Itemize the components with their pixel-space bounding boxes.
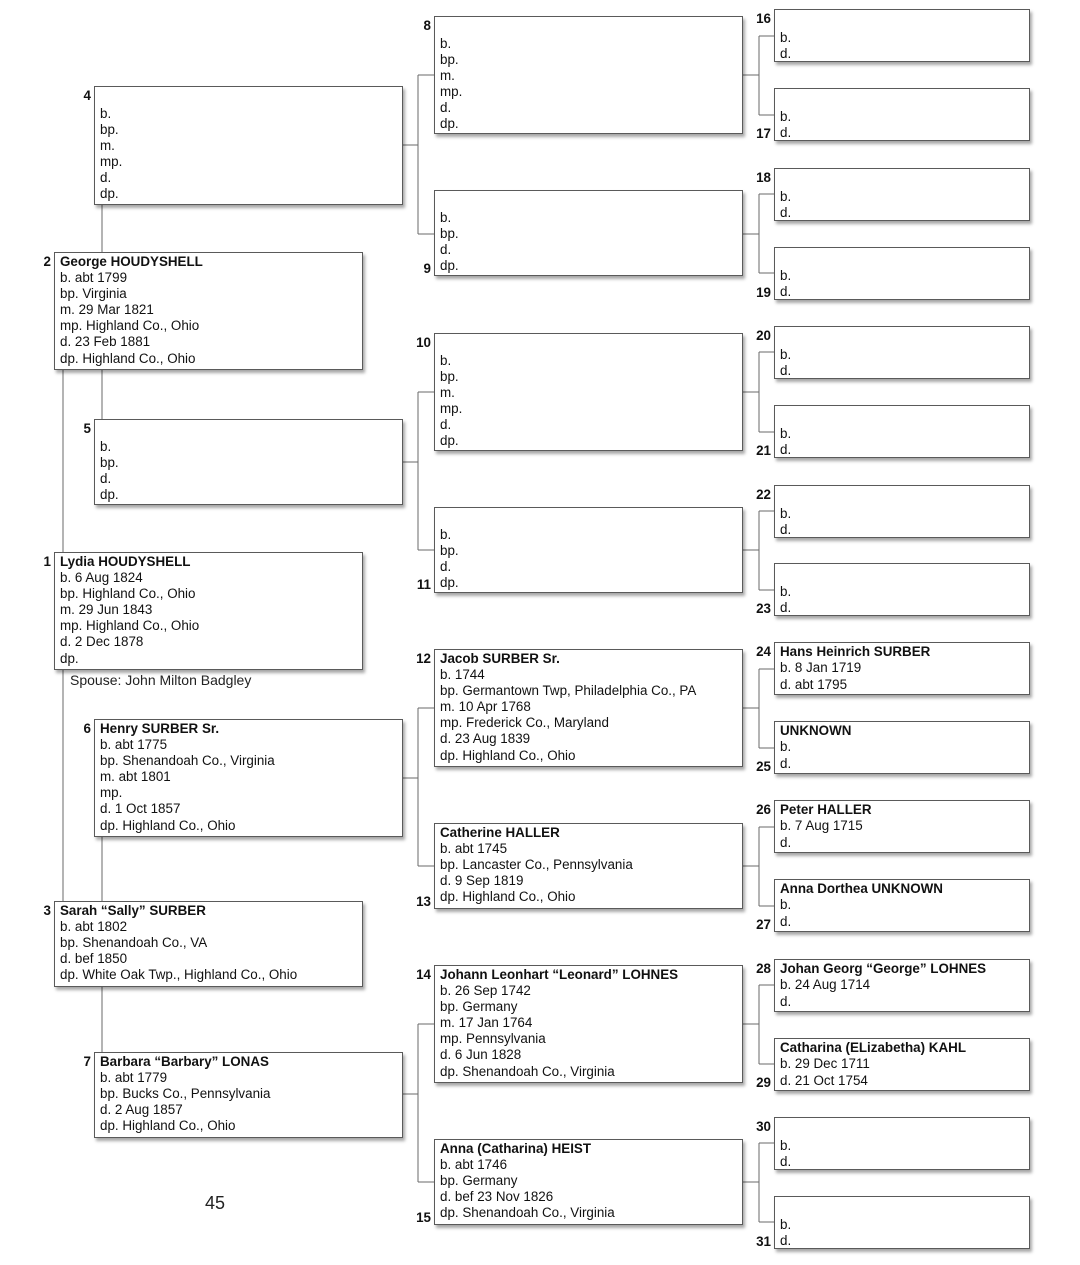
person-death-place: dp. <box>60 650 79 666</box>
person-birth: b. <box>440 36 452 51</box>
person-box-1[interactable] <box>54 552 363 670</box>
person-marriage: m. 29 Mar 1821 <box>60 302 154 318</box>
person-birthplace: bp. Highland Co., Ohio <box>60 586 196 602</box>
person-number: 1 <box>43 554 51 569</box>
person-birth: b. <box>780 189 792 204</box>
person-box-19[interactable] <box>774 247 1030 300</box>
person-birth: b. <box>440 527 452 542</box>
person-box-10[interactable] <box>434 333 743 451</box>
person-box-30[interactable] <box>774 1117 1030 1170</box>
person-number: 19 <box>756 285 771 300</box>
person-birth: b. <box>780 426 792 441</box>
person-number: 10 <box>416 335 431 350</box>
person-birthplace: bp. <box>440 226 459 242</box>
person-box-21[interactable] <box>774 405 1030 458</box>
person-birthplace: bp. Germany <box>440 999 518 1015</box>
person-death: d. <box>780 522 792 538</box>
person-death: d. bef 1850 <box>60 951 128 967</box>
person-number: 24 <box>756 644 771 659</box>
person-marriage: m. 29 Jun 1843 <box>60 602 153 618</box>
person-death: d. 2 Aug 1857 <box>100 1102 183 1118</box>
person-death: d. <box>780 834 792 850</box>
person-birthplace: bp. <box>440 543 459 559</box>
person-name: Peter HALLER <box>780 802 872 817</box>
person-number: 26 <box>756 802 771 817</box>
person-death-place: dp. Highland Co., Ohio <box>440 889 576 905</box>
person-marriage: m. <box>100 138 115 154</box>
person-birth: b. 29 Dec 1711 <box>780 1056 870 1072</box>
person-birthplace: bp. <box>440 52 459 68</box>
person-number: 17 <box>756 126 771 141</box>
person-number: 27 <box>756 917 771 932</box>
person-box-29[interactable] <box>774 1038 1030 1091</box>
person-number: 13 <box>416 894 431 909</box>
person-death: d. <box>780 205 792 221</box>
person-box-5[interactable] <box>94 419 403 505</box>
person-death: d. abt 1795 <box>780 676 848 692</box>
spouse-line: Spouse: John Milton Badgley <box>70 672 252 688</box>
person-name: Johann Leonhart “Leonard” LOHNES <box>440 967 679 982</box>
person-marriage: m. <box>440 385 455 401</box>
person-birth: b. <box>100 106 112 121</box>
person-death: d. 2 Dec 1878 <box>60 634 144 650</box>
person-number: 5 <box>83 421 91 436</box>
person-marriage-place: mp. Highland Co., Ohio <box>60 318 200 334</box>
person-birthplace: bp. Shenandoah Co., VA <box>60 935 208 951</box>
person-birth: b. abt 1775 <box>100 737 168 753</box>
person-box-2[interactable] <box>54 252 363 370</box>
person-marriage-place: mp. <box>100 785 123 801</box>
person-death-place: dp. <box>440 433 459 449</box>
person-number: 6 <box>83 721 91 736</box>
person-box-18[interactable] <box>774 168 1030 221</box>
person-number: 28 <box>756 961 771 976</box>
person-birthplace: bp. <box>100 122 119 138</box>
person-box-16[interactable] <box>774 9 1030 62</box>
person-birthplace: bp. Germantown Twp, Philadelphia Co., PA <box>440 683 697 699</box>
person-name: Hans Heinrich SURBER <box>780 644 931 659</box>
person-death: d. <box>780 993 792 1009</box>
person-number: 15 <box>416 1210 431 1225</box>
person-death-place: dp. <box>100 487 119 503</box>
person-birth: b. 24 Aug 1714 <box>780 977 871 993</box>
person-death: d. 1 Oct 1857 <box>100 801 181 817</box>
person-marriage: m. 10 Apr 1768 <box>440 699 531 715</box>
person-death: d. <box>100 471 112 487</box>
person-marriage: m. 17 Jan 1764 <box>440 1015 533 1031</box>
person-birth: b. <box>780 1217 792 1232</box>
person-name: Anna (Catharina) HEIST <box>440 1141 592 1156</box>
person-name: Sarah “Sally” SURBER <box>60 903 206 918</box>
person-marriage: m. <box>440 68 455 84</box>
person-box-13[interactable] <box>434 823 743 909</box>
person-birth: b. <box>100 439 112 454</box>
person-marriage: m. abt 1801 <box>100 769 171 785</box>
person-death: d. <box>780 1154 792 1170</box>
person-birthplace: bp. Shenandoah Co., Virginia <box>100 753 275 769</box>
person-marriage-place: mp. Frederick Co., Maryland <box>440 715 609 731</box>
person-death-place: dp. White Oak Twp., Highland Co., Ohio <box>60 967 298 983</box>
person-death: d. <box>100 170 112 186</box>
person-birth: b. 26 Sep 1742 <box>440 983 531 999</box>
person-death: d. <box>780 913 792 929</box>
person-name: George HOUDYSHELL <box>60 254 203 269</box>
person-death-place: dp. <box>100 186 119 202</box>
person-birth: b. <box>780 30 792 45</box>
person-birth: b. abt 1779 <box>100 1070 168 1086</box>
person-number: 4 <box>83 88 91 103</box>
person-birth: b. abt 1799 <box>60 270 128 286</box>
person-death-place: dp. Shenandoah Co., Virginia <box>440 1063 615 1079</box>
person-birth: b. <box>440 210 452 225</box>
person-number: 25 <box>756 759 771 774</box>
person-number: 2 <box>43 254 51 269</box>
person-death-place: dp. Highland Co., Ohio <box>100 1118 236 1134</box>
person-death: d. <box>440 242 452 258</box>
person-death-place: dp. <box>440 575 459 591</box>
person-birth: b. <box>780 897 792 913</box>
person-death-place: dp. Highland Co., Ohio <box>60 350 196 366</box>
person-birth: b. <box>780 1138 792 1153</box>
person-box-24[interactable] <box>774 642 1030 695</box>
person-birth: b. abt 1802 <box>60 919 128 935</box>
person-marriage-place: mp. <box>440 84 463 100</box>
person-birthplace: bp. Lancaster Co., Pennsylvania <box>440 857 633 873</box>
person-death-place: dp. <box>440 258 459 274</box>
person-death: d. <box>780 755 792 771</box>
person-birth: b. 1744 <box>440 667 485 683</box>
person-box-7[interactable] <box>94 1052 403 1138</box>
person-number: 3 <box>43 903 51 918</box>
person-number: 9 <box>423 261 431 276</box>
person-name: Jacob SURBER Sr. <box>440 651 560 666</box>
person-death: d. <box>780 125 792 141</box>
person-box-31[interactable] <box>774 1196 1030 1249</box>
person-number: 8 <box>423 18 431 33</box>
person-box-8[interactable] <box>434 16 743 134</box>
person-name: Barbara “Barbary” LONAS <box>100 1054 269 1069</box>
person-number: 20 <box>756 328 771 343</box>
person-number: 23 <box>756 601 771 616</box>
person-name: Anna Dorthea UNKNOWN <box>780 881 943 896</box>
person-birth: b. <box>440 353 452 368</box>
person-box-20[interactable] <box>774 326 1030 379</box>
person-name: Johan Georg “George” LOHNES <box>780 961 987 976</box>
person-death: d. bef 23 Nov 1826 <box>440 1189 554 1205</box>
person-death-place: dp. Highland Co., Ohio <box>440 747 576 763</box>
person-death: d. 9 Sep 1819 <box>440 873 524 889</box>
person-box-4[interactable] <box>94 86 403 205</box>
person-death: d. 21 Oct 1754 <box>780 1072 868 1088</box>
person-marriage-place: mp. Highland Co., Ohio <box>60 618 200 634</box>
person-death: d. <box>780 442 792 458</box>
person-box-28[interactable] <box>774 959 1030 1012</box>
person-marriage-place: mp. <box>100 154 123 170</box>
person-birth: b. 6 Aug 1824 <box>60 570 143 586</box>
person-box-6[interactable] <box>94 719 403 837</box>
person-number: 14 <box>416 967 431 982</box>
person-birth: b. abt 1746 <box>440 1157 508 1173</box>
person-birth: b. abt 1745 <box>440 841 508 857</box>
person-marriage-place: mp. Pennsylvania <box>440 1031 546 1047</box>
person-number: 22 <box>756 487 771 502</box>
person-birthplace: bp. Bucks Co., Pennsylvania <box>100 1086 271 1102</box>
person-name: Henry SURBER Sr. <box>100 721 220 736</box>
person-birth: b. 7 Aug 1715 <box>780 818 863 834</box>
person-box-12[interactable] <box>434 649 743 767</box>
person-box-17[interactable] <box>774 88 1030 141</box>
person-death: d. 23 Aug 1839 <box>440 731 531 747</box>
person-box-3[interactable] <box>54 901 363 987</box>
person-death: d. <box>780 284 792 300</box>
person-birth: b. <box>780 347 792 362</box>
person-number: 21 <box>756 443 771 458</box>
person-number: 29 <box>756 1075 771 1090</box>
person-number: 12 <box>416 651 431 666</box>
person-death: d. <box>780 46 792 62</box>
person-death: d. 6 Jun 1828 <box>440 1047 522 1063</box>
person-box-9[interactable] <box>434 190 743 276</box>
page-number: 45 <box>205 1193 226 1213</box>
person-birth: b. <box>780 584 792 599</box>
person-death: d. <box>440 100 452 116</box>
person-box-14[interactable] <box>434 965 743 1083</box>
person-birth: b. 8 Jan 1719 <box>780 660 862 676</box>
person-birthplace: bp. Virginia <box>60 286 127 302</box>
person-name: Catherine HALLER <box>440 825 560 840</box>
person-box-22[interactable] <box>774 485 1030 538</box>
person-birth: b. <box>780 109 792 124</box>
person-death: d. 23 Feb 1881 <box>60 334 151 350</box>
person-birth: b. <box>780 739 792 755</box>
person-birthplace: bp. Germany <box>440 1173 518 1189</box>
person-number: 16 <box>756 11 771 26</box>
person-number: 18 <box>756 170 771 185</box>
person-name: Catharina (ELizabetha) KAHL <box>780 1040 966 1055</box>
person-death-place: dp. <box>440 116 459 132</box>
person-death: d. <box>780 1233 792 1249</box>
person-box-26[interactable] <box>774 800 1030 853</box>
person-box-25[interactable] <box>774 721 1030 774</box>
person-birth: b. <box>780 506 792 521</box>
person-birthplace: bp. <box>100 455 119 471</box>
person-birthplace: bp. <box>440 369 459 385</box>
person-number: 11 <box>416 577 431 592</box>
person-number: 31 <box>756 1234 771 1249</box>
person-death-place: dp. Shenandoah Co., Virginia <box>440 1205 615 1221</box>
person-box-15[interactable] <box>434 1139 743 1225</box>
person-death-place: dp. Highland Co., Ohio <box>100 817 236 833</box>
person-number: 7 <box>83 1054 91 1069</box>
person-death: d. <box>440 559 452 575</box>
person-name: UNKNOWN <box>780 723 852 738</box>
person-death: d. <box>780 600 792 616</box>
person-box-11[interactable] <box>434 507 743 593</box>
person-birth: b. <box>780 268 792 283</box>
person-number: 30 <box>756 1119 771 1134</box>
person-box-23[interactable] <box>774 563 1030 616</box>
person-marriage-place: mp. <box>440 401 463 417</box>
person-box-27[interactable] <box>774 879 1030 932</box>
person-name: Lydia HOUDYSHELL <box>60 554 191 569</box>
person-death: d. <box>440 417 452 433</box>
person-death: d. <box>780 363 792 379</box>
